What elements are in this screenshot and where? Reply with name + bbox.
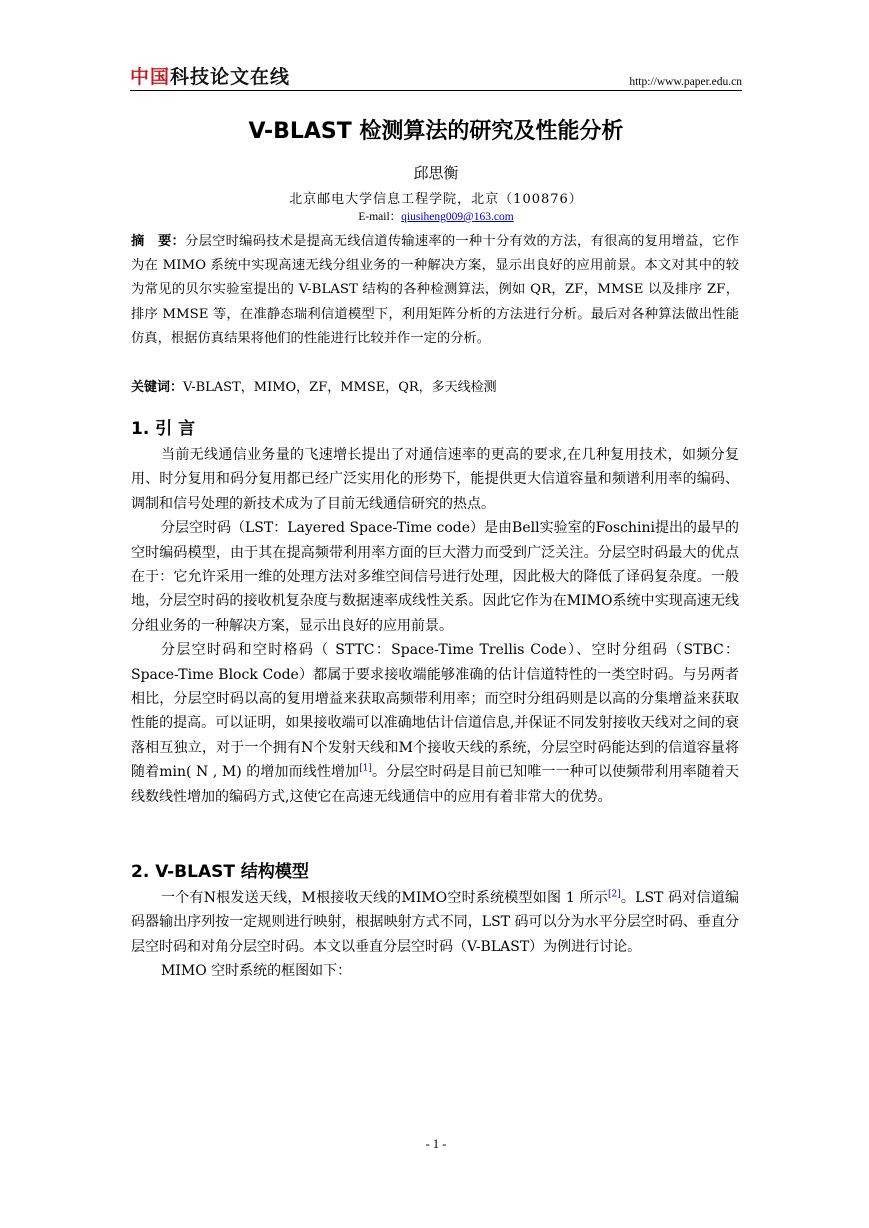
abstract-label: 摘 要：	[131, 234, 186, 249]
section-2-p1-text-a: 一个有N根发送天线，M根接收天线的MIMO空时系统模型如图 1 所示	[161, 890, 608, 906]
section-2-body	[131, 886, 739, 984]
citation-2[interactable]: [2]	[607, 889, 621, 900]
section-2-paragraph-2: MIMO 空时系统的框图如下：	[161, 963, 352, 980]
header-divider	[130, 90, 742, 91]
section-1-p3-text-b: 。分层空时码是目前已知唯一一种可以使频带利用率随着天线数线性增加的编码方式,这使它在高速无线通信中的应用有着非常大的优势。	[131, 764, 740, 805]
keywords-label: 关键词：	[131, 380, 184, 395]
logo-black-text: 科技论文在线	[170, 66, 291, 88]
section-2-p1-text-b: 。LST 码对信道编码器输出序列按一定规则进行映射，根据映射方式不同，LST 码可以分为水平分层空时码、垂直分层空时码和对角分层空时码。本文以垂直分层空时码（V-BLAST）为例进行讨论。	[131, 890, 739, 955]
author-email-line	[130, 208, 742, 224]
email-link[interactable]: qiusiheng009@163.com	[401, 211, 514, 223]
section-1-paragraph-3	[131, 638, 739, 809]
page-number: - 1 -	[425, 1137, 447, 1151]
section-2-paragraph-1	[131, 886, 739, 959]
site-logo	[130, 62, 290, 89]
abstract	[131, 230, 739, 351]
paper-title: V-BLAST 检测算法的研究及性能分析	[248, 119, 624, 144]
abstract-text: 分层空时编码技术是提高无线信道传输速率的一种十分有效的方法，有很高的复用增益，它作为在 MIMO 系统中实现高速无线分组业务的一种解决方案，显示出良好的应用前景。本文对其中的较为常见的贝尔实验室提出的 V-BLAST 结构的各种检测算法，例如 QR，ZF，MMSE 以及排序 ZF，排序 MMSE 等，在准静态瑞利信道模型下，利用矩阵分析的方法进行分析。最后对各种算法做出性能仿真，根据仿真结果将他们的性能进行比较并作一定的分析。	[131, 234, 740, 346]
paper-author: 邱思衡	[413, 164, 459, 182]
citation-1[interactable]: [1]	[359, 763, 372, 774]
section-1-paragraph-1: 当前无线通信业务量的飞速增长提出了对通信速率的更高的要求,在几种复用技术，如频分复用、时分复用和码分复用都已经广泛实用化的形势下，能提供更大信道容量和频谱利用率的编码、调制和信号处理的新技术成为了目前无线通信研究的热点。	[131, 447, 739, 512]
keywords	[131, 376, 739, 395]
page-header	[130, 62, 742, 90]
section-2-heading: 2. V-BLAST 结构模型	[131, 862, 309, 882]
paper-affiliation: 北京邮电大学信息工程学院，北京（100876）	[289, 192, 583, 207]
section-1-paragraph-2: 分层空时码（LST：Layered Space-Time code）是由Bell实验室的Foschini提出的最早的空时编码模型，由于其在提高频带利用率方面的巨大潜力而受到广泛关注。分层空时码最大的优点在于：它允许采用一维的处理方法对多维空间信号进行处理，因此极大的降低了译码复杂度。一般地，分层空时码的接收机复杂度与数据速率成线性关系。因此它作为在MIMO系统中实现高速无线分组业务的一种解决方案，显示出良好的应用前景。	[131, 520, 739, 634]
section-1-body	[131, 443, 739, 809]
keywords-text: V-BLAST，MIMO，ZF，MMSE，QR，多天线检测	[183, 380, 497, 395]
section-1-heading: 1. 引 言	[131, 419, 196, 439]
logo-red-text: 中国	[130, 66, 171, 88]
email-label: E-mail：	[358, 211, 402, 223]
section-1-p3-text-a: 分层空时码和空时格码（ STTC：Space-Time Trellis Code）、空时分组码（STBC：Space-Time Block Code）都属于要求接收端能够准确的估计信道特性的一类空时码。与另两者相比，分层空时码以高的复用增益来获取高频带利用率；而空时分组码则是以高的分集增益来获取性能的提高。可以证明，如果接收端可以准确地估计信道信息,并保证不同发射接收天线对之间的衰落相互独立，对于一个拥有N个发射天线和M个接收天线的系统，分层空时码能达到的信道容量将随着min( N , M) 的增加而线性增加	[131, 642, 739, 781]
site-url: http://www.paper.edu.cn	[629, 76, 742, 88]
